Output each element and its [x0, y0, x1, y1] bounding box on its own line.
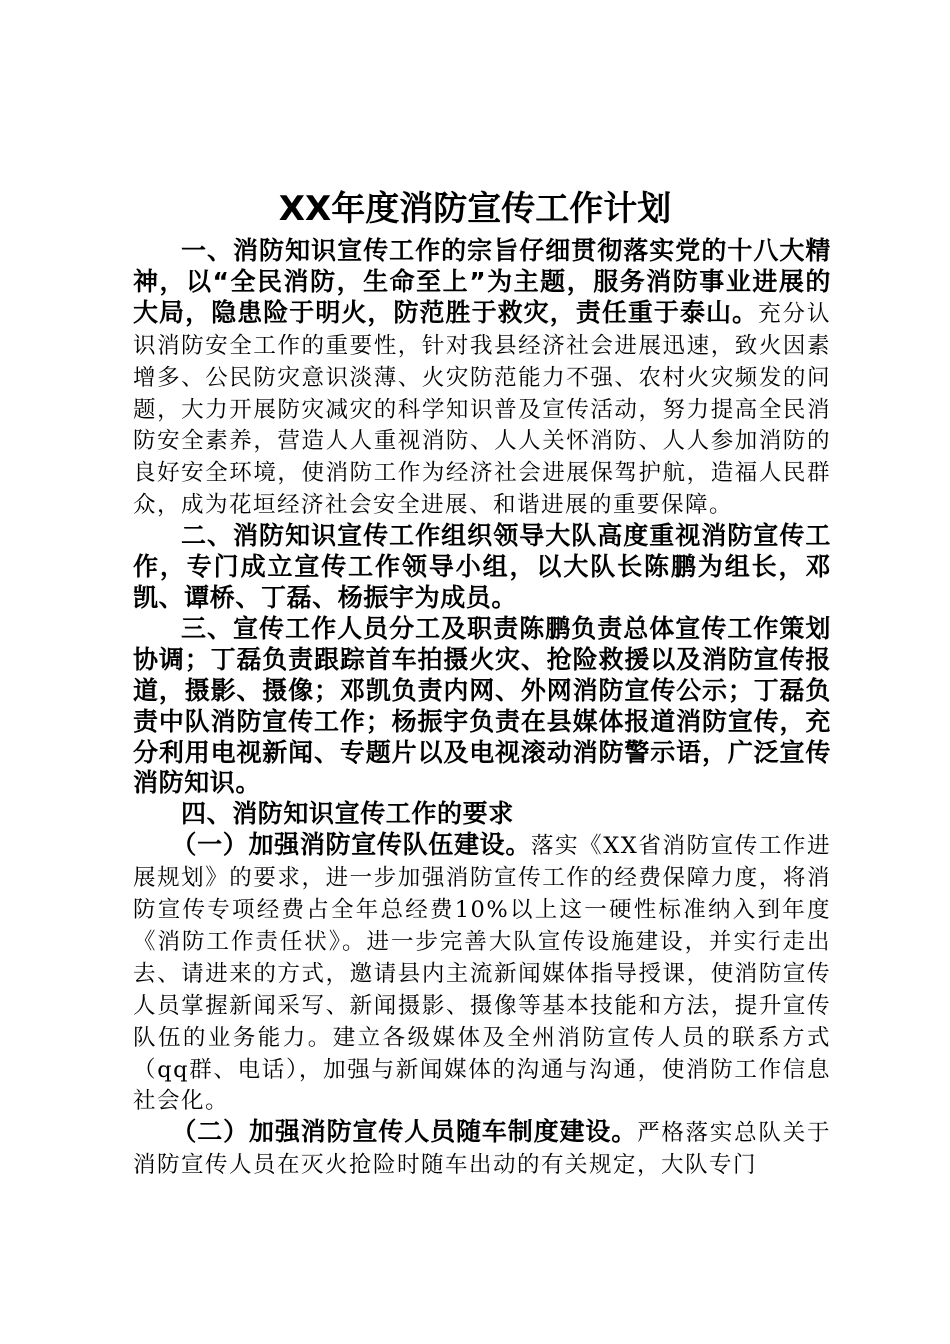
section-1-text: 充分认识消防安全工作的重要性，针对我县经济社会进展迅速，致火因素增多、公民防灾意识淡薄、火灾防范能力不强、农村火灾频发的问题，大力开展防灾减灾的科学知识普及宣传活动，努力提高全民消防安全素养，营造人人重视消防、人人关怀消防、人人参加消防的良好安全环境，使消防工作为经济社会进展保驾护航，造福人民群众，成为花垣经济社会安全进展、和谐进展的重要保障。 — [133, 300, 831, 519]
subsection-2-paragraph — [133, 1117, 831, 1181]
document-title: XX年度消防宣传工作计划 — [278, 189, 672, 229]
section-2-text: 二、消防知识宣传工作组织领导大队高度重视消防宣传工作，专门成立宣传工作领导小组，以大队长陈鹏为组长，邓凯、谭桥、丁磊、杨振宇为成员。 — [133, 521, 831, 612]
subsection-1-text: 落实《XX省消防宣传工作进展规划》的要求，进一步加强消防宣传工作的经费保障力度，将消防宣传专项经费占全年总经费10%以上这一硬性标准纳入到年度《消防工作责任状》。进一步完善大队宣传设施建设，并实行走出去、请进来的方式，邀请县内主流新闻媒体指导授课，使消防宣传人员掌握新闻采写、新闻摄影、摄像等基本技能和方法，提升宣传队伍的业务能力。建立各级媒体及全州消防宣传人员的联系方式（qq群、电话），加强与新闻媒体的沟通与沟通，使消防工作信息社会化。 — [133, 833, 831, 1115]
subsection-1-heading: （一）加强消防宣传队伍建设。 — [171, 830, 531, 860]
section-4-heading: 四、消防知识宣传工作的要求 — [181, 799, 514, 829]
section-1-paragraph — [133, 236, 831, 521]
section-4-heading-paragraph — [133, 799, 831, 830]
section-2-paragraph — [133, 521, 831, 614]
subsection-2-heading: （二）加强消防宣传人员随车制度建设。 — [171, 1117, 638, 1147]
subsection-1-paragraph — [133, 830, 831, 1117]
document-body — [133, 236, 831, 1181]
section-3-text: 三、宣传工作人员分工及职责陈鹏负责总体宣传工作策划协调；丁磊负责跟踪首车拍摄火灾、抢险救援以及消防宣传报道，摄影、摄像；邓凯负责内网、外网消防宣传公示；丁磊负责中队消防宣传工作；杨振宇负责在县媒体报道消防宣传，充分利用电视新闻、专题片以及电视滚动消防警示语，广泛宣传消防知识。 — [133, 613, 831, 798]
section-1-heading: 一、消防知识宣传工作的宗旨仔细贯彻落实党的十八大精神，以“全民消防，生命至上”为主题，服务消防事业进展的大局，隐患险于明火，防范胜于救灾，责任重于泰山。 — [133, 236, 831, 327]
section-3-paragraph — [133, 614, 831, 799]
subsection-2-text: 严格落实总队关于消防宣传人员在灭火抢险时随车出动的有关规定，大队专门 — [133, 1120, 831, 1179]
